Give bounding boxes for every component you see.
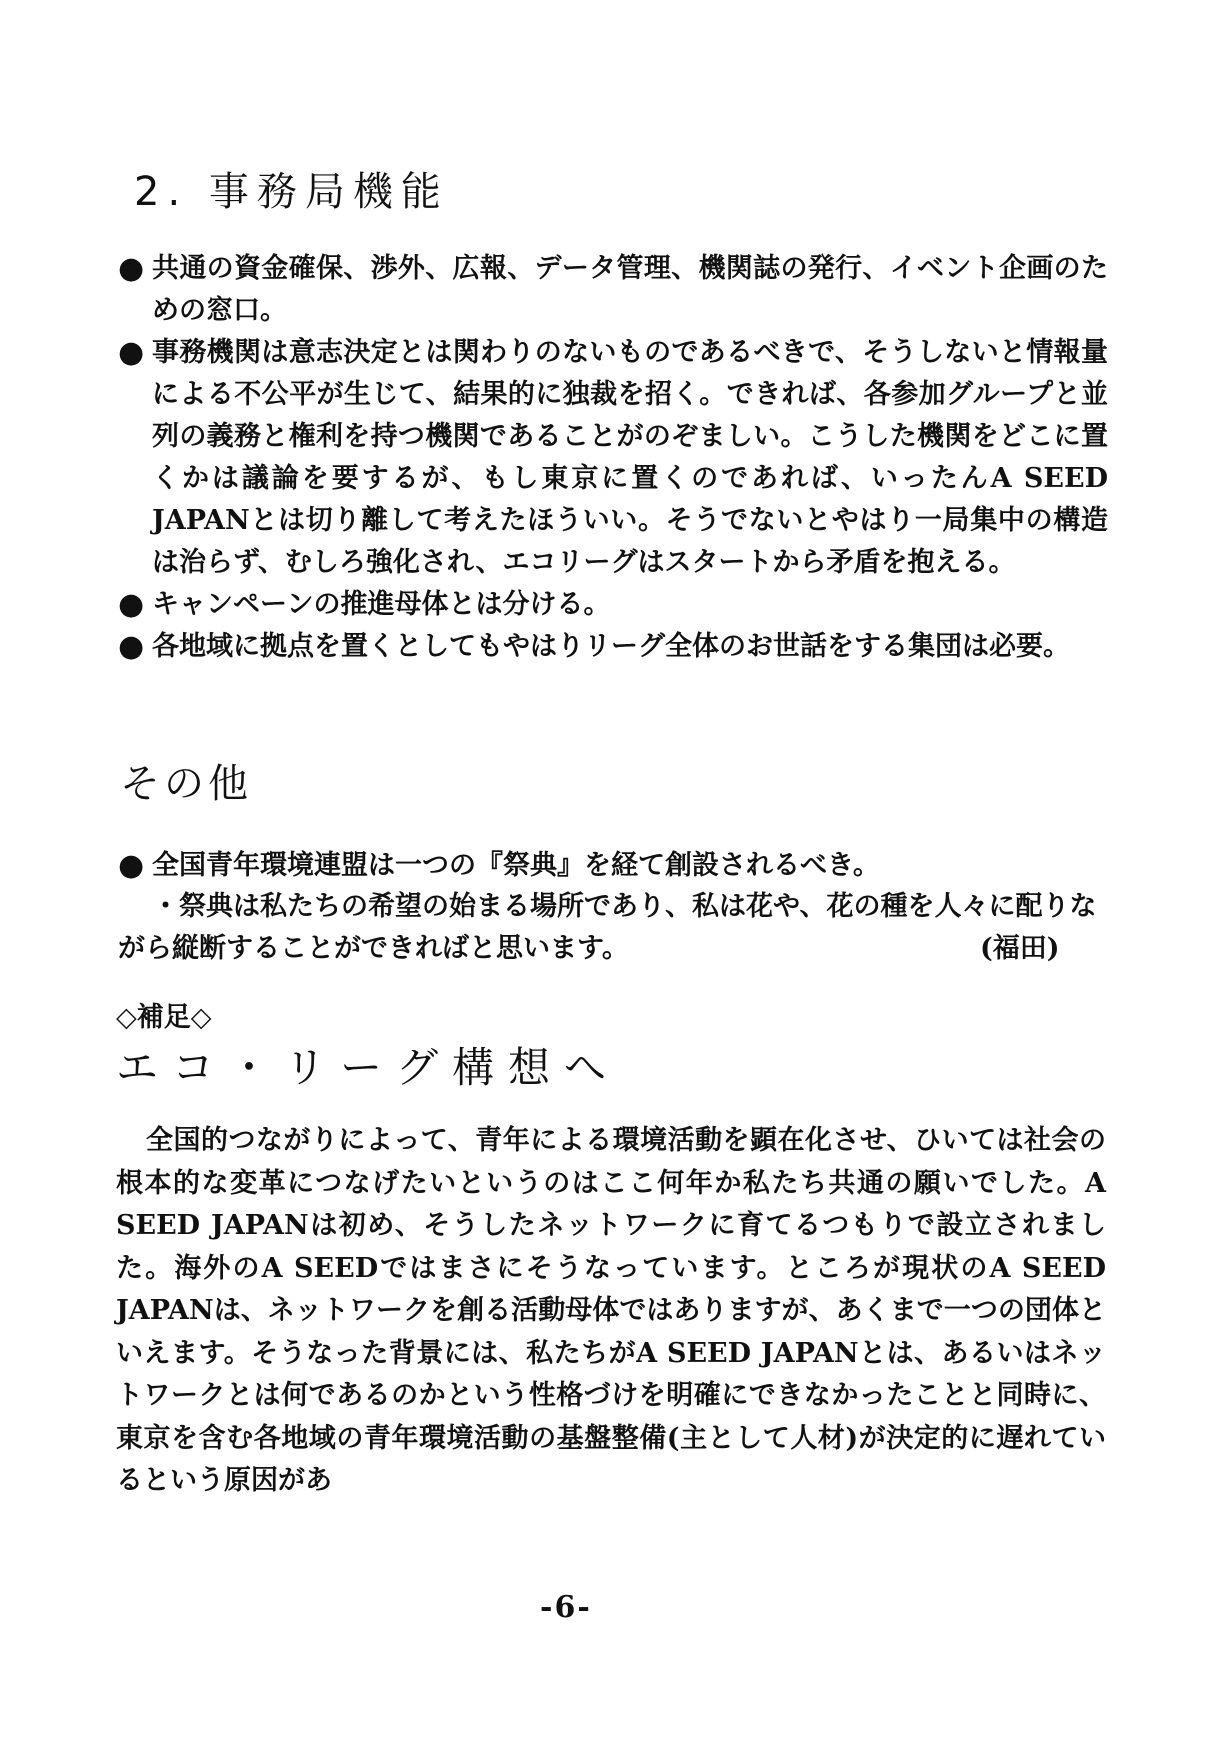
section-heading-other: その他 xyxy=(120,761,252,807)
secretariat-bullet-list xyxy=(118,248,1108,668)
other-bullet-list xyxy=(118,845,1108,887)
festival-paragraph: ・祭典は私たちの希望の始まる場所であり、私は花や、花の種を人々に配りながら縦断することができればと思います。 xyxy=(118,891,1097,964)
eco-league-body-paragraph: 全国的つながりによって、青年による環境活動を顕在化させ、ひいては社会の根本的な変革につなげたいというのはここ何年か私たち共通の願いでした。A SEED JAPANは初め、そうしたネットワークに育てるつもりで設立されました。海外のA SEEDではまさにそうなっています。ところが現状のA SEED JAPANは、ネットワークを創る活動母体ではありますが、あくまで一つの団体といえます。そうなった背景には、私たちがA SEED JAPANとは、あるいはネットワークとは何であるのかという性格づけを明確にできなかったことと同時に、東京を含む各地域の青年環境活動の基盤整備(主として人材)が決定的に遅れているという原因があ xyxy=(116,1125,1106,1496)
bullet-text: キャンペーンの推進母体とは分ける。 xyxy=(152,589,611,620)
section-heading-secretariat: 2. 事務局機能 xyxy=(134,169,449,215)
bullet-icon: ● xyxy=(118,251,145,286)
bullet-text: 各地域に拠点を置くとしてもやはりリーグ全体のお世話をする集団は必要。 xyxy=(152,631,1070,662)
page-number: -6- xyxy=(540,1590,592,1625)
list-item xyxy=(118,332,1108,584)
author-attribution: (福田) xyxy=(980,933,1060,964)
supplement-label: ◇補足◇ xyxy=(116,1002,212,1033)
bullet-icon: ● xyxy=(118,848,145,883)
bullet-icon: ● xyxy=(118,335,145,370)
bullet-icon: ● xyxy=(118,587,145,622)
bullet-icon: ● xyxy=(118,629,145,664)
list-item xyxy=(118,248,1108,332)
list-item xyxy=(118,584,1108,626)
section-heading-eco-league: エコ・リーグ構想へ xyxy=(116,1043,621,1092)
list-item xyxy=(118,626,1108,668)
bullet-text: 事務機関は意志決定とは関わりのないものであるべきで、そうしないと情報量による不公平が生じて、結果的に独裁を招く。できれば、各参加グループと並列の義務と権利を持つ機関であることがのぞましい。こうした機関をどこに置くかは議論を要するが、もし東京に置くのであれば、いったんA SEED JAPANとは切り離して考えたほういい。そうでないとやはり一局集中の構造は治らず、むしろ強化され、エコリーグはスタートから矛盾を抱える。 xyxy=(152,337,1108,578)
bullet-text: 全国青年環境連盟は一つの『祭典』を経て創設されるべき。 xyxy=(152,850,880,881)
list-item xyxy=(118,845,1108,887)
bullet-text: 共通の資金確保、渉外、広報、データ管理、機関誌の発行、イベント企画のための窓口。 xyxy=(152,253,1108,326)
